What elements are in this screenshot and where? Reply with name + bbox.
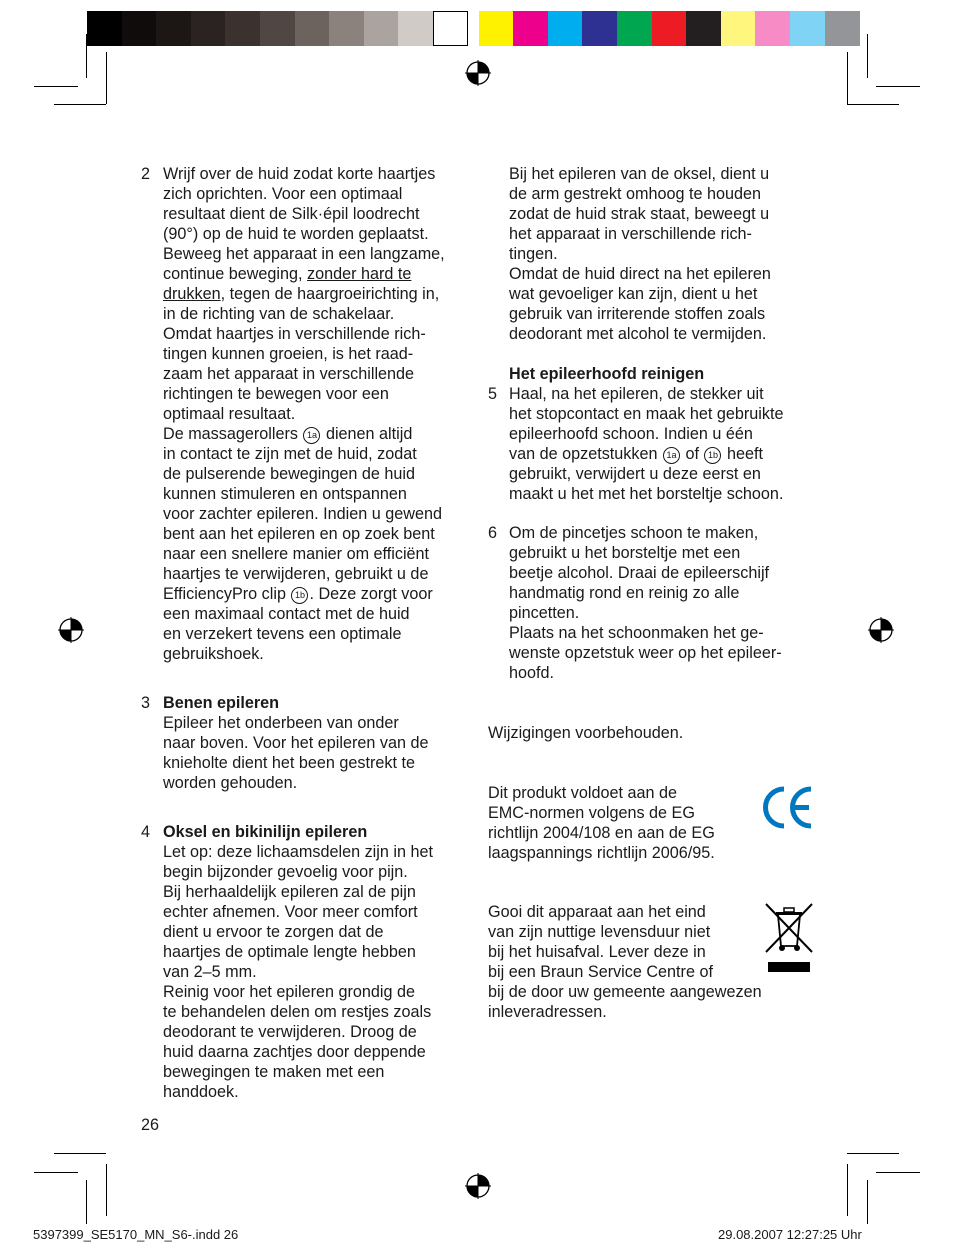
text-line: knieholte dient het been gestrekt te — [163, 754, 415, 772]
step-number: 4 — [141, 823, 151, 841]
text-line: epileerhoofd schoon. Indien u één — [509, 425, 753, 443]
text-fragment: EfficiencyPro clip — [163, 585, 291, 603]
text-line — [163, 284, 445, 304]
symbol-1a-icon: 1a — [303, 427, 320, 444]
text-line: worden gehouden. — [163, 774, 298, 792]
text-line: het stopcontact en maak het gebruikte — [509, 405, 784, 423]
disposal-text — [488, 902, 762, 1022]
text-line: naar een snellere manier om efficiënt — [163, 545, 430, 563]
step-4-text — [163, 822, 433, 1102]
step-number: 5 — [488, 385, 498, 403]
text-fragment: of — [680, 445, 704, 463]
color-swatch — [513, 11, 548, 46]
text-line: Beweeg het apparaat in een langzame, — [163, 245, 445, 263]
text-line: en verzekert tevens een optimale — [163, 625, 402, 643]
color-swatch — [225, 11, 260, 46]
text-fragment: van de opzetstukken — [509, 445, 662, 463]
text-line: Omdat de huid direct na het epileren — [509, 265, 771, 283]
text-line: huid daarna zachtjes door deppende — [163, 1043, 426, 1061]
text-line: richtingen te bewegen voor een — [163, 385, 389, 403]
text-line: gebruikt u het borsteltje met een — [509, 544, 741, 562]
text-line: een maximaal contact met de huid — [163, 605, 410, 623]
text-line: in de richting van de schakelaar. — [163, 305, 395, 323]
text-line: van zijn nuttige levensduur niet — [488, 923, 711, 941]
text-line: maakt u het met het borsteltje schoon. — [509, 485, 784, 503]
underlined-text: drukken — [163, 285, 221, 303]
text-line: bent aan het epileren en op zoek bent — [163, 525, 435, 543]
text-fragment: . Deze zorgt voor — [309, 585, 433, 603]
text-line: in contact te zijn met de huid, zodat — [163, 445, 417, 463]
text-line: gebruikshoek. — [163, 645, 264, 663]
text-line: Om de pincetjes schoon te maken, — [509, 524, 759, 542]
text-line: Epileer het onderbeen van onder — [163, 714, 399, 732]
text-line: richtlijn 2004/108 en aan de EG — [488, 824, 715, 842]
color-swatch — [329, 11, 364, 46]
text-line: Wrijf over de huid zodat korte haartjes — [163, 165, 436, 183]
step-5-text — [509, 384, 783, 504]
text-line: Let op: deze lichaamsdelen zijn in het — [163, 843, 433, 861]
text-line: haartjes de optimale lengte hebben — [163, 943, 416, 961]
text-line: zich oprichten. Voor een optimaal — [163, 185, 403, 203]
step-3-text — [163, 693, 429, 793]
text-line: wenste opzetstuk weer op het epileer- — [509, 644, 782, 662]
registration-mark-icon — [465, 60, 491, 86]
text-line: tingen kunnen groeien, is het raad- — [163, 345, 414, 363]
color-swatch — [755, 11, 790, 46]
color-swatch — [582, 11, 617, 46]
text-fragment: continue beweging, — [163, 265, 307, 283]
ce-mark-icon — [762, 785, 814, 830]
registration-mark-icon — [465, 1173, 491, 1199]
color-swatch — [686, 11, 721, 46]
step-2-text — [163, 164, 445, 664]
color-swatch — [295, 11, 330, 46]
text-line: tingen. — [509, 245, 558, 263]
text-line: beetje alcohol. Draai de epileerschijf — [509, 564, 770, 582]
color-swatch — [790, 11, 825, 46]
text-line: inleveradressen. — [488, 1003, 607, 1021]
text-line: het apparaat in verschillende rich- — [509, 225, 752, 243]
text-line: Bij herhaaldelijk epileren zal de pijn — [163, 883, 416, 901]
text-line: Omdat haartjes in verschillende rich- — [163, 325, 426, 343]
color-swatch — [398, 11, 433, 46]
text-line: deodorant met alcohol te vermijden. — [509, 325, 767, 343]
text-line: haartjes te verwijderen, gebruikt u de — [163, 565, 429, 583]
color-swatch — [364, 11, 399, 46]
symbol-1a-icon: 1a — [663, 447, 680, 464]
text-line: Haal, na het epileren, de stekker uit — [509, 385, 764, 403]
text-line: Bij het epileren van de oksel, dient u — [509, 165, 770, 183]
text-line: echter afnemen. Voor meer comfort — [163, 903, 418, 921]
section-heading: Het epileerhoofd reinigen — [509, 365, 705, 383]
text-line: (90°) op de huid te worden geplaatst. — [163, 225, 429, 243]
step-number: 2 — [141, 165, 151, 183]
text-line: wat gevoeliger kan zijn, dient u het — [509, 285, 758, 303]
text-line: bij het huisafval. Lever deze in — [488, 943, 706, 961]
color-swatch — [721, 11, 756, 46]
text-line: zodat de huid strak staat, beweegt u — [509, 205, 770, 223]
section-heading: Benen epileren — [163, 694, 280, 712]
page-number: 26 — [141, 1116, 160, 1134]
symbol-1b-icon: 1b — [704, 447, 721, 464]
text-line: laagspannings richtlijn 2006/95. — [488, 844, 715, 862]
color-swatch — [548, 11, 583, 46]
text-line: bij de door uw gemeente aangewezen — [488, 983, 762, 1001]
color-swatch — [87, 11, 122, 46]
text-line: gebruikt, verwijdert u deze eerst en — [509, 465, 761, 483]
underlined-text: zonder hard te — [307, 265, 412, 283]
step-number: 3 — [141, 694, 151, 712]
footer-datetime: 29.08.2007 12:27:25 Uhr — [718, 1227, 862, 1242]
text-line: deodorant te verwijderen. Droog de — [163, 1023, 417, 1041]
text-line: de pulserende bewegingen de huid — [163, 465, 416, 483]
symbol-1b-icon: 1b — [291, 587, 308, 604]
text-line: te behandelen delen om restjes zoals — [163, 1003, 432, 1021]
color-swatch — [617, 11, 652, 46]
text-line: de arm gestrekt omhoog te houden — [509, 185, 761, 203]
section-heading: Oksel en bikinilijn epileren — [163, 823, 368, 841]
color-swatch — [652, 11, 687, 46]
text-line — [163, 424, 445, 444]
color-swatch — [122, 11, 157, 46]
text-line: EMC-normen volgens de EG — [488, 804, 695, 822]
text-line: handmatig rond en reinig zo alle — [509, 584, 740, 602]
color-swatch — [156, 11, 191, 46]
registration-mark-icon — [868, 617, 894, 643]
text-line: gebruik van irriterende stoffen zoals — [509, 305, 766, 323]
text-line: naar boven. Voor het epileren van de — [163, 734, 429, 752]
footer-filename: 5397399_SE5170_MN_S6-.indd 26 — [33, 1227, 239, 1242]
text-line — [163, 264, 445, 284]
text-fragment: De massagerollers — [163, 425, 303, 443]
text-line: Dit produkt voldoet aan de — [488, 784, 677, 802]
text-line: hoofd. — [509, 664, 555, 682]
changes-note: Wijzigingen voorbehouden. — [488, 724, 684, 742]
text-line: Gooi dit apparaat aan het eind — [488, 903, 706, 921]
text-line: handdoek. — [163, 1083, 239, 1101]
text-line: optimaal resultaat. — [163, 405, 296, 423]
ce-compliance-text — [488, 783, 715, 863]
color-swatch — [825, 11, 860, 46]
text-line — [163, 584, 445, 604]
step-6-text — [509, 523, 782, 683]
registration-mark-icon — [58, 617, 84, 643]
step-number: 6 — [488, 524, 498, 542]
text-line: pincetten. — [509, 604, 580, 622]
text-fragment: heeft — [722, 445, 763, 463]
text-line: dient u ervoor te zorgen dat de — [163, 923, 384, 941]
text-line: kunnen stimuleren en ontspannen — [163, 485, 407, 503]
text-fragment: dienen altijd — [321, 425, 413, 443]
crossed-out-bin-icon — [764, 900, 814, 974]
text-line: Reinig voor het epileren grondig de — [163, 983, 415, 1001]
text-line — [509, 444, 783, 464]
color-swatch — [191, 11, 226, 46]
text-line: resultaat dient de Silk·épil loodrecht — [163, 205, 420, 223]
color-swatch — [260, 11, 295, 46]
text-line: voor zachter epileren. Indien u gewend — [163, 505, 442, 523]
text-line: van 2–5 mm. — [163, 963, 257, 981]
text-line: Plaats na het schoonmaken het ge- — [509, 624, 764, 642]
text-line: bewegingen te maken met een — [163, 1063, 385, 1081]
armpit-instructions — [509, 164, 771, 344]
color-swatch — [433, 11, 468, 46]
text-line: bij een Braun Service Centre of — [488, 963, 713, 981]
color-swatch — [479, 11, 514, 46]
text-line: begin bijzonder gevoelig voor pijn. — [163, 863, 408, 881]
text-fragment: , tegen de haargroeirichting in, — [220, 285, 440, 303]
text-line: zaam het apparaat in verschillende — [163, 365, 415, 383]
